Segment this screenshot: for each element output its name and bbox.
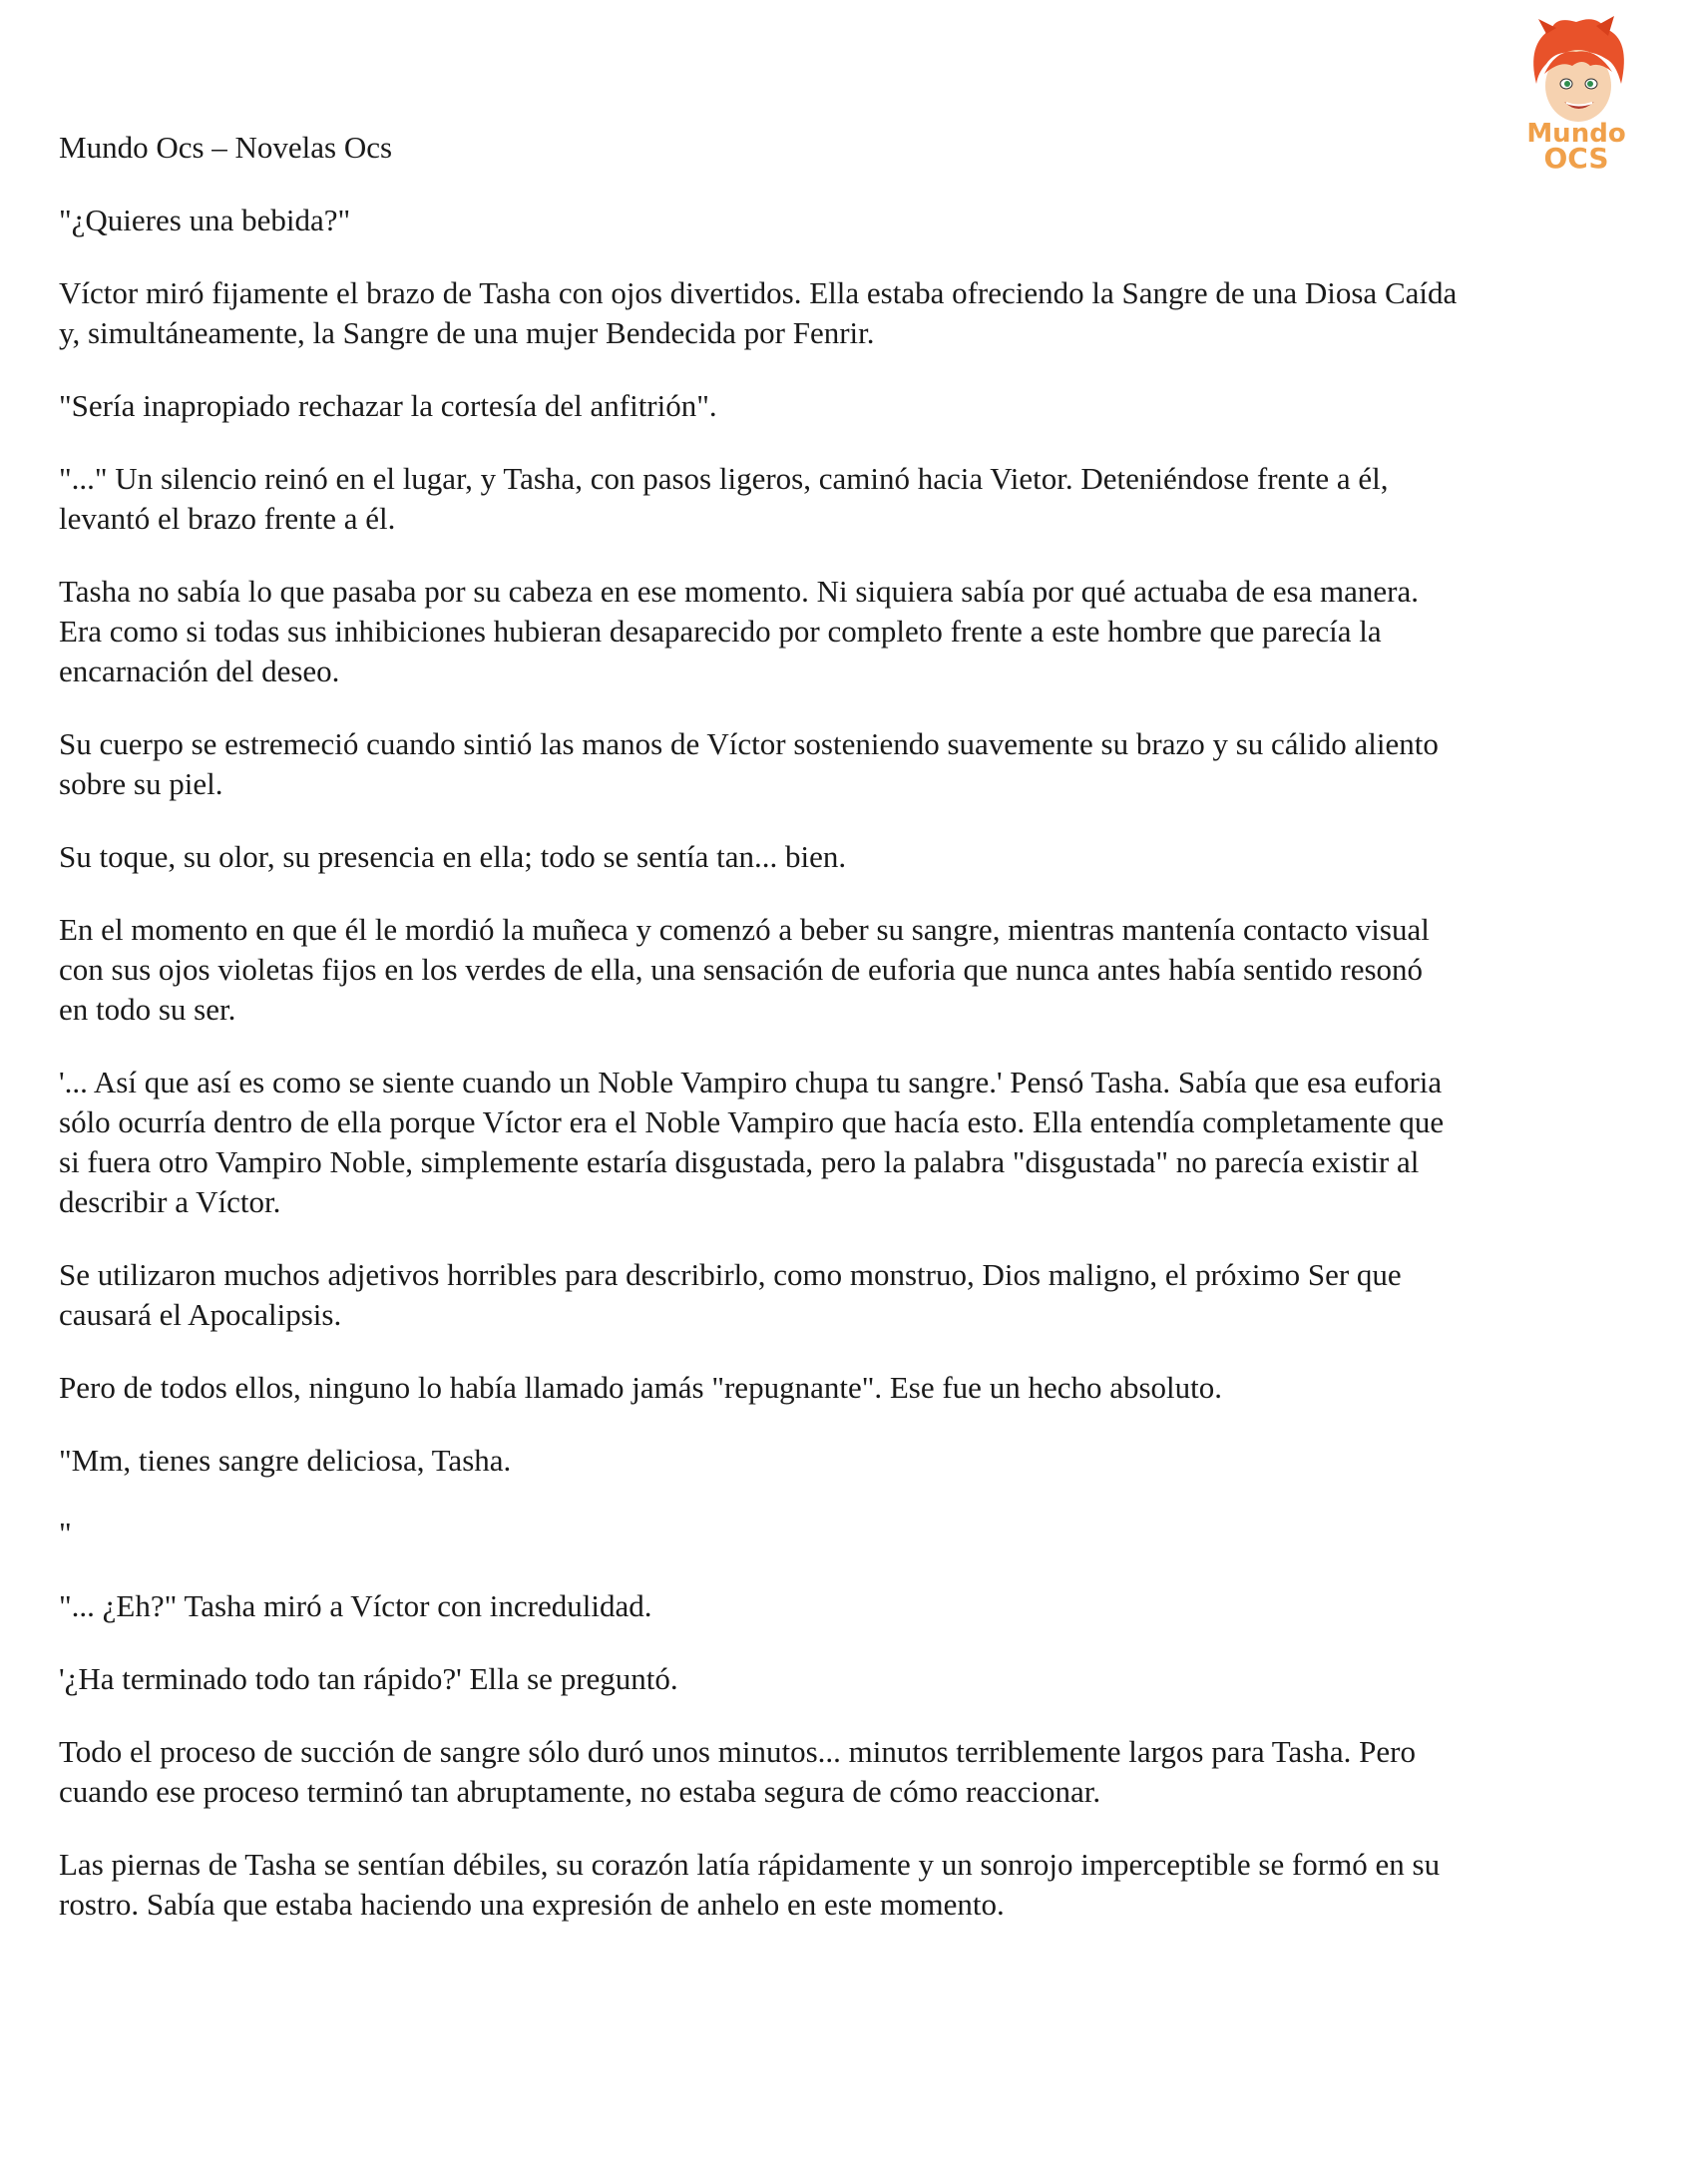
document-body	[59, 128, 1645, 1958]
paragraph: "... ¿Eh?" Tasha miró a Víctor con incredulidad.	[59, 1588, 652, 1623]
paragraph: "Mm, tienes sangre deliciosa, Tasha.	[59, 1443, 512, 1478]
paragraph: Pero de todos ellos, ninguno lo había llamado jamás "repugnante". Ese fue un hecho absoluto.	[59, 1370, 1223, 1405]
paragraph: "Sería inapropiado rechazar la cortesía del anfitrión".	[59, 388, 717, 423]
paragraph: Se utilizaron muchos adjetivos horribles para describirlo, como monstruo, Dios maligno, el próximo Ser que causará el Apocalipsis.	[59, 1257, 1402, 1332]
paragraph: "¿Quieres una bebida?"	[59, 203, 351, 237]
logo-text-bottom: OCS	[1543, 142, 1609, 174]
paragraph-list	[59, 201, 1645, 1925]
paragraph: Las piernas de Tasha se sentían débiles, su corazón latía rápidamente y un sonrojo imperceptible se formó en su rostro. Sabía que estaba haciendo una expresión de anhelo en este momento.	[59, 1847, 1441, 1922]
paragraph: '¿Ha terminado todo tan rápido?' Ella se preguntó.	[59, 1661, 678, 1696]
paragraph: Su cuerpo se estremeció cuando sintió las manos de Víctor sosteniendo suavemente su brazo y su cálido aliento sobre su piel.	[59, 726, 1439, 801]
paragraph: Todo el proceso de succión de sangre sólo duró unos minutos... minutos terriblemente largos para Tasha. Pero cuando ese proceso terminó tan abruptamente, no estaba segura de cómo reaccionar.	[59, 1734, 1416, 1809]
paragraph: '... Así que así es como se siente cuando un Noble Vampiro chupa tu sangre.' Pensó Tasha. Sabía que esa euforia sólo ocurría dentro de ella porque Víctor era el Noble Vampiro que hacía esto. Ella entendía completamente que si fuera otro Vampiro Noble, simplemente estaría disgustada, pero la palabra "disgustada" no parecía existir al describir a Víctor.	[59, 1065, 1445, 1219]
paragraph: "..." Un silencio reinó en el lugar, y Tasha, con pasos ligeros, caminó hacia Vietor. Deteniéndose frente a él, levantó el brazo frente a él.	[59, 461, 1389, 536]
logo-text-top: Mundo	[1526, 119, 1626, 149]
paragraph: Tasha no sabía lo que pasaba por su cabeza en ese momento. Ni siquiera sabía por qué actuaba de esa manera. Era como si todas sus inhibiciones hubieran desaparecido por completo frente a este hombre que parecía la encarnación del deseo.	[59, 574, 1420, 688]
paragraph: En el momento en que él le mordió la muñeca y comenzó a beber su sangre, mientras mantenía contacto visual con sus ojos violetas fijos en los verdes de ella, una sensación de euforia que nunca antes había sentido resonó en todo su ser.	[59, 912, 1430, 1027]
paragraph: Su toque, su olor, su presencia en ella; todo se sentía tan... bien.	[59, 839, 847, 874]
paragraph: "	[59, 1516, 72, 1550]
document-header: Mundo Ocs – Novelas Ocs	[59, 130, 393, 165]
paragraph: Víctor miró fijamente el brazo de Tasha con ojos divertidos. Ella estaba ofreciendo la Sangre de una Diosa Caída y, simultáneamente, la Sangre de una mujer Bendecida por Fenrir.	[59, 275, 1458, 350]
